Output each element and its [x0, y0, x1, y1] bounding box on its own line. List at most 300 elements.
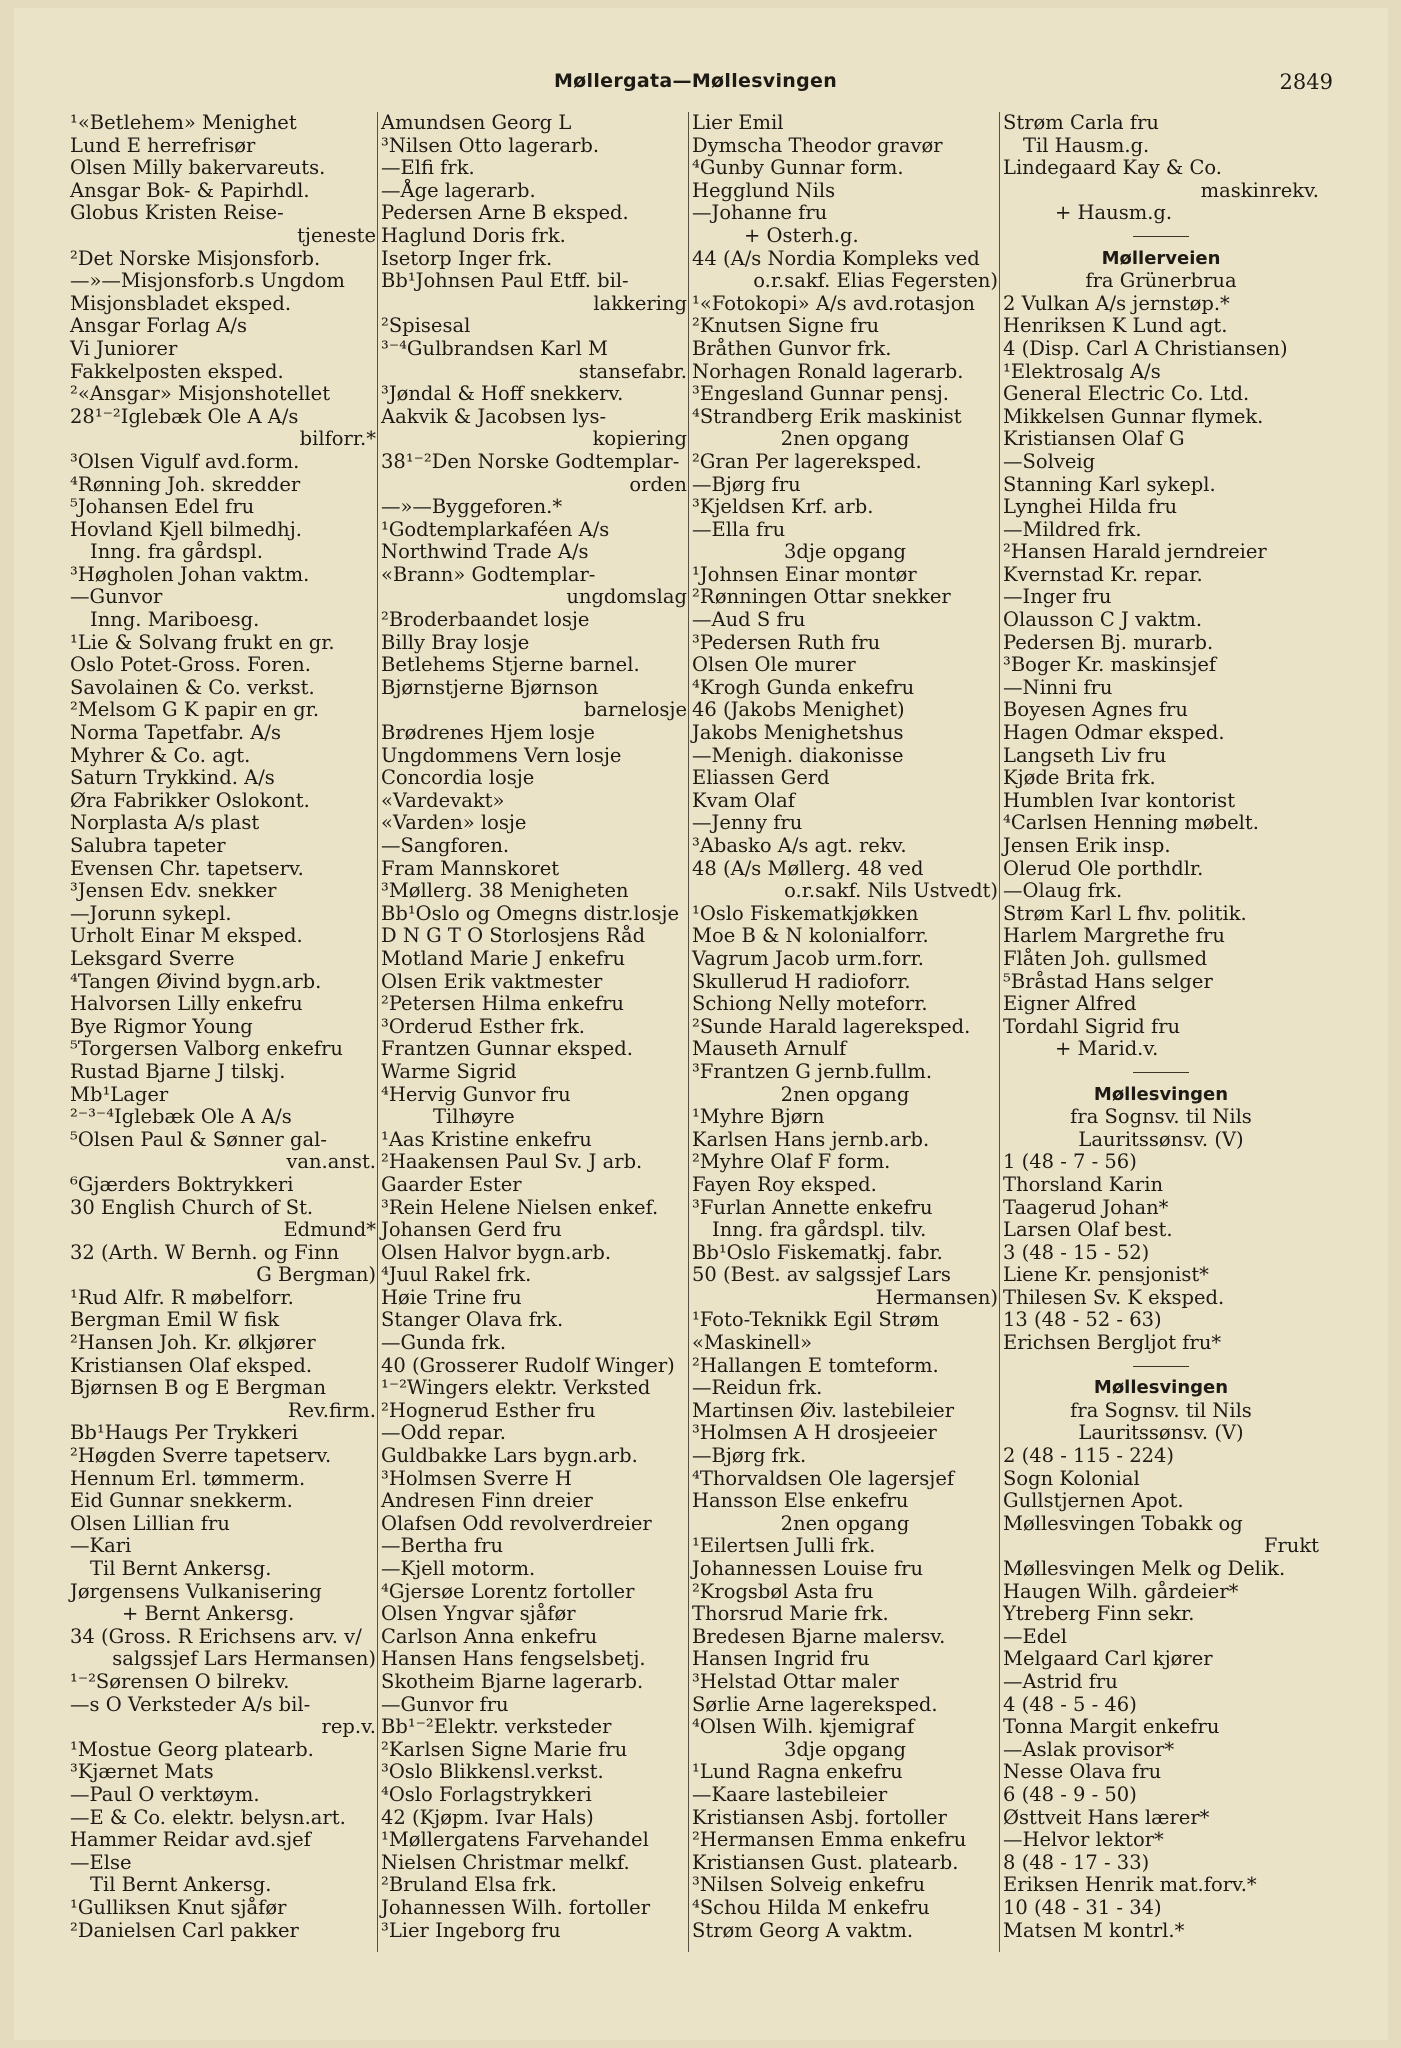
directory-entry: Til Bernt Ankersg. — [90, 1557, 272, 1580]
directory-entry: ²Broderbaandet losje — [381, 608, 590, 632]
directory-entry: Eriksen Henrik mat.forv.* — [1003, 1873, 1257, 1897]
directory-entry: Moe B & N kolonialforr. — [692, 924, 929, 948]
directory-entry: Northwind Trade A/s — [381, 540, 589, 564]
directory-entry: Fram Mannskoret — [381, 856, 560, 880]
directory-entry: o.r.sakf. Nils Ustvedt) — [784, 879, 998, 903]
directory-entry: —Gunda frk. — [381, 1331, 507, 1355]
directory-entry: ³Nilsen Solveig enkefru — [692, 1873, 926, 1897]
directory-entry: kopiering — [592, 427, 687, 451]
directory-entry: 44 (A/s Nordia Kompleks ved — [692, 246, 980, 270]
directory-entry: Skotheim Bjarne lagerarb. — [381, 1669, 644, 1693]
directory-entry: ¹Myhre Bjørn — [692, 1105, 825, 1129]
directory-entry: ¹«Betlehem» Menighet — [70, 111, 297, 134]
directory-entry: —Elfi frk. — [381, 156, 475, 180]
directory-entry: Aakvik & Jacobsen lys- — [381, 404, 607, 428]
directory-entry: Bb¹Johnsen Paul Etff. bil- — [381, 269, 629, 293]
directory-entry: Matsen M kontrl.* — [1003, 1918, 1185, 1942]
directory-entry: ²Det Norske Misjonsforb. — [70, 246, 321, 270]
directory-entry: Eliassen Gerd — [692, 766, 830, 790]
directory-entry: D N G T O Storlosjens Råd — [381, 924, 646, 948]
directory-entry: Urholt Einar M eksped. — [70, 924, 303, 948]
directory-entry: Stanning Karl sykepl. — [1003, 472, 1216, 496]
directory-entry: 2nen opgang — [780, 1511, 910, 1535]
directory-entry: Høie Trine fru — [381, 1285, 522, 1309]
directory-entry: ³Jensen Edv. snekker — [70, 879, 277, 903]
directory-entry: Mb¹Lager — [70, 1082, 169, 1106]
directory-entry: Strøm Carla fru — [1003, 111, 1159, 134]
directory-entry: Haugen Wilh. gårdeier* — [1003, 1579, 1239, 1603]
directory-entry: Møllesvingen Melk og Delik. — [1003, 1557, 1286, 1580]
directory-entry: ⁴Schou Hilda M enkefru — [692, 1895, 930, 1919]
directory-entry: —s O Verksteder A/s bil- — [70, 1692, 311, 1716]
directory-entry: + Bernt Ankersg. — [122, 1602, 295, 1626]
directory-entry: Carlson Anna enkefru — [381, 1624, 598, 1648]
directory-entry: Thilesen Sv. K eksped. — [1003, 1285, 1225, 1309]
directory-entry: 2 Vulkan A/s jernstøp.* — [1003, 291, 1230, 315]
directory-entry: ³Frantzen G jernb.fullm. — [692, 1059, 933, 1083]
directory-entry: Olsen Erik vaktmester — [381, 969, 603, 993]
directory-entry: —E & Co. elektr. belysn.art. — [70, 1805, 346, 1829]
directory-entry: Olsen Milly bakervareuts. — [70, 156, 326, 180]
directory-entry: Evensen Chr. tapetserv. — [70, 856, 304, 880]
directory-entry: Bjørnsen B og E Bergman — [70, 1376, 327, 1400]
directory-entry: ⁵Johansen Edel fru — [70, 495, 255, 519]
directory-entry: Halvorsen Lilly enkefru — [70, 992, 303, 1016]
directory-entry: Fakkelposten eksped. — [70, 359, 284, 383]
directory-entry: Ansgar Bok- & Papirhdl. — [70, 178, 310, 202]
directory-entry: Pedersen Bj. murarb. — [1003, 630, 1214, 654]
directory-entry: Amundsen Georg L — [381, 111, 572, 134]
directory-entry: Jørgensens Vulkanisering — [70, 1579, 322, 1603]
directory-entry: Norplasta A/s plast — [70, 811, 260, 835]
directory-entry: —Solveig — [1003, 449, 1096, 473]
directory-entry: Hagen Odmar eksped. — [1003, 721, 1225, 745]
directory-entry: Isetorp Inger frk. — [381, 246, 553, 270]
directory-entry: ³Jøndal & Hoff snekkerv. — [381, 382, 624, 406]
directory-entry: ¹Gulliksen Knut sjåfør — [70, 1895, 287, 1919]
directory-entry: fra Grünerbrua — [1085, 269, 1237, 293]
directory-entry: ⁴Krogh Gunda enkefru — [692, 675, 915, 699]
directory-entry: —Reidun frk. — [692, 1376, 823, 1400]
directory-entry: —Paul O verktøym. — [70, 1782, 260, 1806]
directory-entry: ³⁻⁴Gulbrandsen Karl M — [381, 336, 608, 360]
directory-entry: ⁵Olsen Paul & Sønner gal- — [70, 1127, 327, 1151]
directory-entry: Hansen Hans fengselsbetj. — [381, 1647, 646, 1671]
directory-entry: ⁴Gjersøe Lorentz fortoller — [381, 1579, 635, 1603]
directory-entry: 13 (48 - 52 - 63) — [1003, 1308, 1162, 1332]
directory-entry: bilforr.* — [299, 427, 376, 451]
directory-entry: ¹Elektrosalg A/s — [1003, 359, 1161, 383]
directory-entry: 48 (A/s Møllerg. 48 ved — [692, 856, 924, 880]
directory-entry: Olsen Halvor bygn.arb. — [381, 1240, 612, 1264]
directory-entry: rep.v. — [321, 1715, 376, 1739]
directory-entry: 10 (48 - 31 - 34) — [1003, 1895, 1162, 1919]
directory-entry: 28¹⁻²Iglebæk Ole A A/s — [70, 404, 299, 428]
directory-entry: Martinsen Øiv. lastebileier — [692, 1398, 955, 1422]
directory-entry: Strøm Karl L fhv. politik. — [1003, 901, 1247, 925]
directory-entry: Hermansen) — [875, 1285, 998, 1309]
directory-entry: Saturn Trykkind. A/s — [70, 766, 275, 790]
directory-entry: ¹Oslo Fiskematkjøkken — [692, 901, 919, 925]
directory-entry: Frantzen Gunnar eksped. — [381, 1037, 633, 1061]
directory-entry: ¹Johnsen Einar montør — [692, 562, 917, 586]
directory-entry: Olsen Ole murer — [692, 653, 856, 677]
directory-entry: ⁴Juul Rakel frk. — [381, 1263, 532, 1287]
directory-entry: 6 (48 - 9 - 50) — [1003, 1782, 1137, 1806]
directory-entry: salgssjef Lars Hermansen) — [112, 1647, 376, 1671]
directory-entry: 2 (48 - 115 - 224) — [1003, 1444, 1175, 1468]
directory-entry: ³Lier Ingeborg fru — [381, 1918, 561, 1942]
directory-entry: 40 (Grosserer Rudolf Winger) — [381, 1353, 675, 1377]
directory-entry: Bergman Emil W fisk — [70, 1308, 280, 1332]
directory-entry: Johannessen Louise fru — [692, 1557, 924, 1580]
directory-entry: Bb¹⁻²Elektr. verksteder — [381, 1715, 612, 1739]
directory-entry: Norhagen Ronald lagerarb. — [692, 359, 964, 383]
directory-entry: 2nen opgang — [780, 427, 910, 451]
directory-entry: ³Rein Helene Nielsen enkef. — [381, 1195, 659, 1219]
directory-entry: Møllesvingen Tobakk og — [1003, 1511, 1243, 1535]
directory-entry: Inng. fra gårdspl. tilv. — [712, 1218, 927, 1242]
directory-entry: Misjonsbladet eksped. — [70, 291, 292, 315]
directory-entry: Kvam Olaf — [692, 788, 795, 812]
column-divider — [688, 112, 689, 1952]
directory-entry: Strøm Georg A vaktm. — [692, 1918, 914, 1942]
directory-entry: —Odd repar. — [381, 1421, 506, 1445]
directory-entry: ³Kjeldsen Krf. arb. — [692, 495, 874, 519]
directory-entry: —»—Misjonsforb.s Ungdom — [70, 269, 345, 293]
directory-entry: Langseth Liv fru — [1003, 743, 1167, 767]
directory-entry: ⁴Rønning Joh. skredder — [70, 472, 301, 496]
directory-entry: Rev.firm. — [287, 1398, 376, 1422]
directory-entry: Tonna Margit enkefru — [1003, 1715, 1220, 1739]
directory-entry: 42 (Kjøpm. Ivar Hals) — [381, 1805, 594, 1829]
column-3 — [692, 112, 998, 1942]
directory-entry: ²Krogsbøl Asta fru — [692, 1579, 874, 1603]
directory-entry: Gaarder Ester — [381, 1172, 522, 1196]
directory-entry: Hennum Erl. tømmerm. — [70, 1466, 306, 1490]
directory-entry: Hammer Reidar avd.sjef — [70, 1828, 311, 1852]
directory-entry: —Astrid fru — [1003, 1669, 1118, 1693]
directory-entry: ³Boger Kr. maskinsjef — [1003, 653, 1217, 677]
directory-entry: Olafsen Odd revolverdreier — [381, 1511, 652, 1535]
page-header — [58, 70, 1333, 100]
directory-entry: Erichsen Bergljot fru* — [1003, 1331, 1222, 1355]
directory-entry: Thorsrud Marie frk. — [692, 1602, 889, 1626]
directory-entry: Kjøde Brita frk. — [1003, 766, 1156, 790]
directory-entry: Boyesen Agnes fru — [1003, 698, 1188, 722]
directory-entry: Harlem Margrethe fru — [1003, 924, 1225, 948]
directory-entry: Kristiansen Gust. platearb. — [692, 1850, 959, 1874]
directory-entry: ⁴Tangen Øivind bygn.arb. — [70, 969, 322, 993]
directory-entry: ²Karlsen Signe Marie fru — [381, 1737, 628, 1761]
directory-entry: Bb¹Oslo Fiskematkj. fabr. — [692, 1240, 943, 1264]
directory-entry: o.r.sakf. Elias Fegersten) — [753, 269, 998, 293]
directory-entry: —Menigh. diakonisse — [692, 743, 904, 767]
column-2 — [381, 112, 687, 1942]
directory-entry: ³Orderud Esther frk. — [381, 1014, 585, 1038]
directory-entry: Eid Gunnar snekkerm. — [70, 1489, 293, 1513]
directory-entry: ⁴Thorvaldsen Ole lagersjef — [692, 1466, 955, 1490]
directory-entry: tjeneste — [297, 223, 376, 247]
directory-entry: Inng. Mariboesg. — [90, 608, 260, 632]
directory-entry: Fayen Roy eksped. — [692, 1172, 877, 1196]
directory-entry: ³Høgholen Johan vaktm. — [70, 562, 310, 586]
directory-entry: ²Danielsen Carl pakker — [70, 1918, 299, 1942]
directory-entry: —Kjell motorm. — [381, 1557, 536, 1580]
directory-entry: —Sangforen. — [381, 834, 510, 857]
directory-entry: fra Sognsv. til Nils — [1070, 1105, 1252, 1129]
directory-entry: ²Gran Per lagereksped. — [692, 449, 922, 473]
directory-entry: Bb¹Oslo og Omegns distr.losje — [381, 901, 679, 925]
directory-entry: barnelosje — [583, 698, 687, 722]
directory-entry: Tilhøyre — [433, 1105, 515, 1129]
directory-entry: ⁵Bråstad Hans selger — [1003, 969, 1213, 993]
directory-entry: —Gunvor fru — [381, 1692, 509, 1716]
directory-entry: Ungdommens Vern losje — [381, 743, 622, 767]
directory-entry: ²Knutsen Signe fru — [692, 314, 880, 338]
directory-entry: Rustad Bjarne J tilskj. — [70, 1059, 286, 1083]
directory-entry: —Aslak provisor* — [1003, 1737, 1175, 1761]
directory-entry: 3dje opgang — [783, 1737, 907, 1761]
page-title: Møllergata—Møllesvingen — [553, 70, 838, 92]
directory-entry: ⁶Gjærders Boktrykkeri — [70, 1172, 294, 1196]
directory-entry: ²⁻³⁻⁴Iglebæk Ole A A/s — [70, 1105, 292, 1129]
directory-entry: Mikkelsen Gunnar flymek. — [1003, 404, 1264, 428]
directory-entry: ²Hansen Joh. Kr. ølkjører — [70, 1331, 316, 1355]
directory-entry: Lier Emil — [692, 111, 784, 134]
directory-entry: ¹Rud Alfr. R møbelforr. — [70, 1285, 294, 1309]
directory-entry: ²Spisesal — [381, 314, 471, 338]
directory-entry: Leksgard Sverre — [70, 946, 235, 970]
directory-entry: Bredesen Bjarne malersv. — [692, 1624, 946, 1648]
directory-entry: —Kaare lastebileier — [692, 1782, 888, 1806]
directory-entry: ⁴Hervig Gunvor fru — [381, 1082, 571, 1106]
directory-entry: Hegglund Nils — [692, 178, 836, 202]
directory-entry: + Hausm.g. — [1055, 201, 1173, 225]
column-divider — [999, 112, 1000, 1952]
directory-entry: General Electric Co. Ltd. — [1003, 382, 1250, 406]
directory-entry: Billy Bray losje — [381, 630, 530, 654]
directory-entry: ³Abasko A/s agt. rekv. — [692, 834, 907, 857]
directory-entry: ²«Ansgar» Misjonshotellet — [70, 382, 331, 406]
directory-entry: Sogn Kolonial — [1003, 1466, 1140, 1490]
directory-entry: ²Petersen Hilma enkefru — [381, 992, 624, 1016]
directory-entry: 46 (Jakobs Menighet) — [692, 698, 905, 722]
directory-entry: ¹⁻²Sørensen O bilrekv. — [70, 1669, 290, 1693]
directory-entry: van.anst. — [286, 1150, 376, 1174]
directory-entry: ¹«Fotokopi» A/s avd.rotasjon — [692, 291, 975, 315]
directory-entry: ²Hallangen E tomteform. — [692, 1353, 939, 1377]
directory-entry: Bye Rigmor Young — [70, 1014, 253, 1038]
directory-entry: ²Høgden Sverre tapetserv. — [70, 1444, 332, 1468]
directory-entry: «Varden» losje — [381, 811, 527, 835]
page-number: 2849 — [1279, 70, 1333, 94]
directory-entry: Oslo Potet-Gross. Foren. — [70, 653, 311, 677]
directory-entry: G Bergman) — [256, 1263, 376, 1287]
directory-entry: ungdomslag — [566, 585, 687, 609]
directory-entry: Guldbakke Lars bygn.arb. — [381, 1444, 638, 1468]
directory-entry: —Bjørg fru — [692, 472, 801, 496]
directory-entry: Olausson C J vaktm. — [1003, 608, 1203, 632]
directory-entry: + Osterh.g. — [744, 223, 859, 247]
directory-entry: Flåten Joh. gullsmed — [1003, 946, 1208, 970]
directory-entry: Johansen Gerd fru — [381, 1218, 562, 1242]
directory-entry: —Else — [70, 1850, 132, 1874]
directory-entry: ¹Aas Kristine enkefru — [381, 1127, 592, 1151]
directory-entry: «Brann» Godtemplar- — [381, 562, 596, 586]
directory-entry: Mauseth Arnulf — [692, 1037, 847, 1061]
directory-entry: Skullerud H radioforr. — [692, 969, 911, 993]
directory-entry: —Jenny fru — [692, 811, 803, 835]
directory-entry: Tordahl Sigrid fru — [1003, 1014, 1181, 1038]
directory-entry: 4 (Disp. Carl A Christiansen) — [1003, 336, 1288, 360]
directory-entry: fra Sognsv. til Nils — [1070, 1398, 1252, 1422]
directory-entry: Hansson Else enkefru — [692, 1489, 909, 1513]
directory-entry: Østtveit Hans lærer* — [1003, 1805, 1210, 1829]
directory-entry: 3 (48 - 15 - 52) — [1003, 1240, 1150, 1264]
directory-entry: —Aud S fru — [692, 608, 806, 632]
directory-entry: —Åge lagerarb. — [381, 178, 536, 202]
directory-entry: lakkering — [593, 291, 687, 315]
directory-entry: 2nen opgang — [780, 1082, 910, 1106]
directory-entry: ¹Foto-Teknikk Egil Strøm — [692, 1308, 940, 1332]
directory-entry: ²Sunde Harald lagereksped. — [692, 1014, 971, 1038]
directory-entry: Johannessen Wilh. fortoller — [381, 1895, 651, 1919]
directory-entry: 32 (Arth. W Bernh. og Finn — [70, 1240, 340, 1264]
directory-entry: ³Nilsen Otto lagerarb. — [381, 133, 600, 157]
directory-entry: ³Møllerg. 38 Menigheten — [381, 879, 629, 903]
directory-entry: —Olaug frk. — [1003, 879, 1123, 903]
directory-entry: Savolainen & Co. verkst. — [70, 675, 315, 699]
directory-entry: ³Furlan Annette enkefru — [692, 1195, 933, 1219]
directory-entry: Bråthen Gunvor frk. — [692, 336, 892, 360]
directory-entry: ³Pedersen Ruth fru — [692, 630, 881, 654]
directory-entry: Ytreberg Finn sekr. — [1003, 1602, 1195, 1626]
directory-entry: Hansen Ingrid fru — [692, 1647, 870, 1671]
street-heading: Møllesvingen — [1093, 1083, 1229, 1105]
directory-entry: ³Olsen Vigulf avd.form. — [70, 449, 300, 473]
directory-entry: ¹Mostue Georg platearb. — [70, 1737, 314, 1761]
directory-entry: —Bertha fru — [381, 1534, 504, 1558]
directory-entry: Larsen Olaf best. — [1003, 1218, 1173, 1242]
directory-entry: Edmund* — [283, 1218, 376, 1242]
directory-entry: Frukt — [1263, 1534, 1319, 1558]
directory-entry: ¹Godtemplarkaféen A/s — [381, 517, 610, 541]
directory-entry: Warme Sigrid — [381, 1059, 517, 1083]
directory-entry: Thorsland Karin — [1003, 1172, 1164, 1196]
directory-entry: Concordia losje — [381, 766, 535, 790]
directory-entry: Olsen Lillian fru — [70, 1511, 230, 1535]
section-separator — [1003, 1355, 1319, 1378]
directory-entry: «Vardevakt» — [381, 788, 505, 812]
directory-entry: Vagrum Jacob urm.forr. — [692, 946, 924, 970]
directory-entry: ³Engesland Gunnar pensj. — [692, 382, 949, 406]
directory-entry: Myhrer & Co. agt. — [70, 743, 251, 767]
directory-entry: 34 (Gross. R Erichsens arv. v/ — [70, 1624, 362, 1648]
directory-entry: —Gunvor — [70, 585, 163, 609]
directory-entry: ³Oslo Blikkensl.verkst. — [381, 1760, 604, 1784]
directory-entry: Ansgar Forlag A/s — [70, 314, 248, 338]
directory-entry: ⁴Carlsen Henning møbelt. — [1003, 811, 1259, 835]
directory-entry: 8 (48 - 17 - 33) — [1003, 1850, 1150, 1874]
directory-entry: Hovland Kjell bilmedhj. — [70, 517, 302, 541]
directory-entry: ¹Møllergatens Farvehandel — [381, 1828, 649, 1852]
directory-entry: ¹⁻²Wingers elektr. Verksted — [381, 1376, 651, 1400]
street-heading: Møllerveien — [1101, 247, 1221, 269]
directory-entry: ²Melsom G K papir en gr. — [70, 698, 320, 722]
directory-entry: Pedersen Arne B eksped. — [381, 201, 629, 225]
directory-entry: maskinrekv. — [1200, 178, 1319, 202]
directory-entry: ²Rønningen Ottar snekker — [692, 585, 951, 609]
directory-entry: —Kari — [70, 1534, 132, 1558]
directory-entry: orden — [629, 472, 687, 496]
directory-entry: «Maskinell» — [692, 1331, 813, 1355]
directory-entry: ⁴Olsen Wilh. kjemigraf — [692, 1715, 915, 1739]
directory-entry: ³Helstad Ottar maler — [692, 1669, 899, 1693]
directory-entry: Brødrenes Hjem losje — [381, 721, 595, 745]
directory-entry: ²Myhre Olaf F form. — [692, 1150, 891, 1174]
directory-entry: Nielsen Christmar melkf. — [381, 1850, 630, 1874]
directory-entry: Kristiansen Olaf G — [1003, 427, 1185, 451]
directory-entry: stansefabr. — [578, 359, 687, 383]
column-divider — [377, 112, 378, 1952]
directory-entry: Lund E herrefrisør — [70, 133, 256, 157]
directory-entry: Globus Kristen Reise- — [70, 201, 284, 225]
directory-entry: ⁵Torgersen Valborg enkefru — [70, 1037, 343, 1061]
street-heading: Møllesvingen — [1093, 1377, 1229, 1399]
directory-entry: ²Hognerud Esther fru — [381, 1398, 596, 1422]
directory-entry: Stanger Olava frk. — [381, 1308, 564, 1332]
directory-entry: ¹Lie & Solvang frukt en gr. — [70, 630, 335, 654]
directory-entry: Norma Tapetfabr. A/s — [70, 721, 281, 745]
directory-entry: ⁴Strandberg Erik maskinist — [692, 404, 962, 428]
directory-entry: ⁴Gunby Gunnar form. — [692, 156, 904, 180]
directory-entry: ¹Lund Ragna enkefru — [692, 1760, 903, 1784]
directory-entry: Melgaard Carl kjører — [1003, 1647, 1213, 1671]
directory-entry: Vi Juniorer — [70, 336, 178, 360]
directory-entry: 30 English Church of St. — [70, 1195, 314, 1219]
directory-entry: Schiong Nelly moteforr. — [692, 992, 928, 1016]
directory-entry: Olsen Yngvar sjåfør — [381, 1602, 576, 1626]
directory-entry: ³Holmsen A H drosjeeier — [692, 1421, 937, 1445]
directory-entry: ²Hansen Harald jerndreier — [1003, 540, 1267, 564]
directory-entry: Gullstjernen Apot. — [1003, 1489, 1184, 1513]
directory-entry: ⁴Oslo Forlagstrykkeri — [381, 1782, 592, 1806]
directory-entry: Eigner Alfred — [1003, 992, 1137, 1016]
directory-entry: 38¹⁻²Den Norske Godtemplar- — [381, 449, 680, 473]
directory-entry: Nesse Olava fru — [1003, 1760, 1162, 1784]
directory-entry: Betlehems Stjerne barnel. — [381, 653, 640, 677]
directory-entry: 50 (Best. av salgssjef Lars — [692, 1263, 951, 1287]
directory-entry: Inng. fra gårdspl. — [90, 540, 263, 564]
directory-entry: Øra Fabrikker Oslokont. — [70, 788, 310, 812]
directory-entry: —Mildred frk. — [1003, 517, 1142, 541]
directory-entry: 1 (48 - 7 - 56) — [1003, 1150, 1137, 1174]
directory-entry: —Bjørg frk. — [692, 1444, 807, 1468]
directory-entry: —Helvor lektor* — [1003, 1828, 1164, 1852]
directory-entry: Kristiansen Olaf eksped. — [70, 1353, 313, 1377]
directory-entry: Liene Kr. pensjonist* — [1003, 1263, 1209, 1287]
column-4 — [1003, 112, 1319, 1942]
directory-entry: + Marid.v. — [1055, 1037, 1159, 1061]
directory-entry: Taagerud Johan* — [1003, 1195, 1169, 1219]
directory-entry: —Inger fru — [1003, 585, 1112, 609]
directory-entry: Bjørnstjerne Bjørnson — [381, 675, 599, 699]
directory-entry: —»—Byggeforen.* — [381, 495, 563, 519]
directory-entry: Dymscha Theodor gravør — [692, 133, 943, 157]
directory-entry: Salubra tapeter — [70, 834, 226, 857]
directory-entry: ²Bruland Elsa frk. — [381, 1873, 557, 1897]
